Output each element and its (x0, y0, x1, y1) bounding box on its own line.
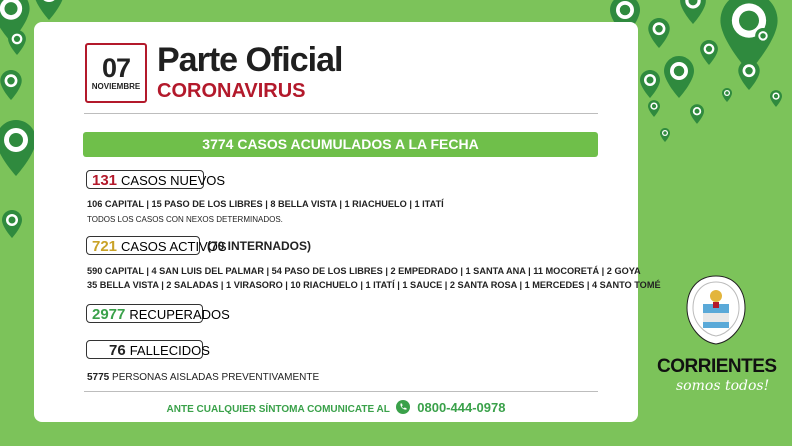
active-breakdown-line1: 590 CAPITAL | 4 SAN LUIS DEL PALMAR | 54 PASO DE LOS LIBRES | 2 EMPEDRADO | 1 SANTA ANA | 11 MOCORETÁ | 2 GOYA (87, 266, 641, 276)
footer-phone[interactable]: 0800-444-0978 (417, 400, 506, 415)
brand-name: CORRIENTES (657, 356, 777, 377)
divider (84, 391, 598, 392)
footer-text: ANTE CUALQUIER SÍNTOMA COMUNICATE AL (166, 404, 390, 415)
deceased-label: FALLECIDOS (129, 343, 210, 358)
recovered-badge (86, 304, 230, 323)
brand-tagline: somos todos! (676, 378, 770, 394)
new-cases-label: CASOS NUEVOS (121, 173, 226, 188)
hospitalized-count: (70 INTERNADOS) (207, 239, 312, 253)
isolated-line (87, 372, 319, 383)
new-cases-note: TODOS LOS CASOS CON NEXOS DETERMINADOS. (87, 215, 283, 224)
active-cases-label: CASOS ACTIVOS (121, 239, 227, 254)
recovered-label: RECUPERADOS (129, 307, 230, 322)
accumulated-banner (83, 132, 598, 157)
phone-icon (396, 400, 410, 414)
active-cases-badge (86, 236, 227, 255)
active-cases-count: 721 (92, 238, 118, 255)
accumulated-count: 3774 (202, 136, 234, 152)
footer (34, 400, 638, 415)
new-cases-badge (86, 170, 226, 189)
page-title: Parte Oficial (157, 41, 343, 79)
active-breakdown-line2: 35 BELLA VISTA | 2 SALADAS | 1 VIRASORO | 10 RIACHUELO | 1 ITATÍ | 1 SAUCE | 2 SANTA ROSA | 1 MERCEDES | 4 SANTO TOMÉ (87, 280, 661, 290)
page-subtitle: CORONAVIRUS (157, 80, 306, 102)
deceased-badge (86, 340, 210, 359)
recovered-count: 2977 (92, 306, 126, 323)
new-cases-breakdown: 106 CAPITAL | 15 PASO DE LOS LIBRES | 8 BELLA VISTA | 1 RIACHUELO | 1 ITATÍ (87, 199, 444, 209)
date-badge (85, 43, 147, 103)
deceased-count: 76 (109, 342, 126, 359)
isolated-label: PERSONAS AISLADAS PREVENTIVAMENTE (112, 372, 320, 383)
date-day: 07 (101, 53, 131, 83)
provincial-seal-icon (685, 274, 747, 346)
divider (84, 113, 598, 114)
report-card (34, 22, 661, 422)
isolated-count: 5775 (87, 372, 110, 383)
date-month: NOVIEMBRE (91, 82, 141, 91)
new-cases-count: 131 (92, 172, 118, 189)
accumulated-label: CASOS ACUMULADOS A LA FECHA (237, 136, 479, 152)
